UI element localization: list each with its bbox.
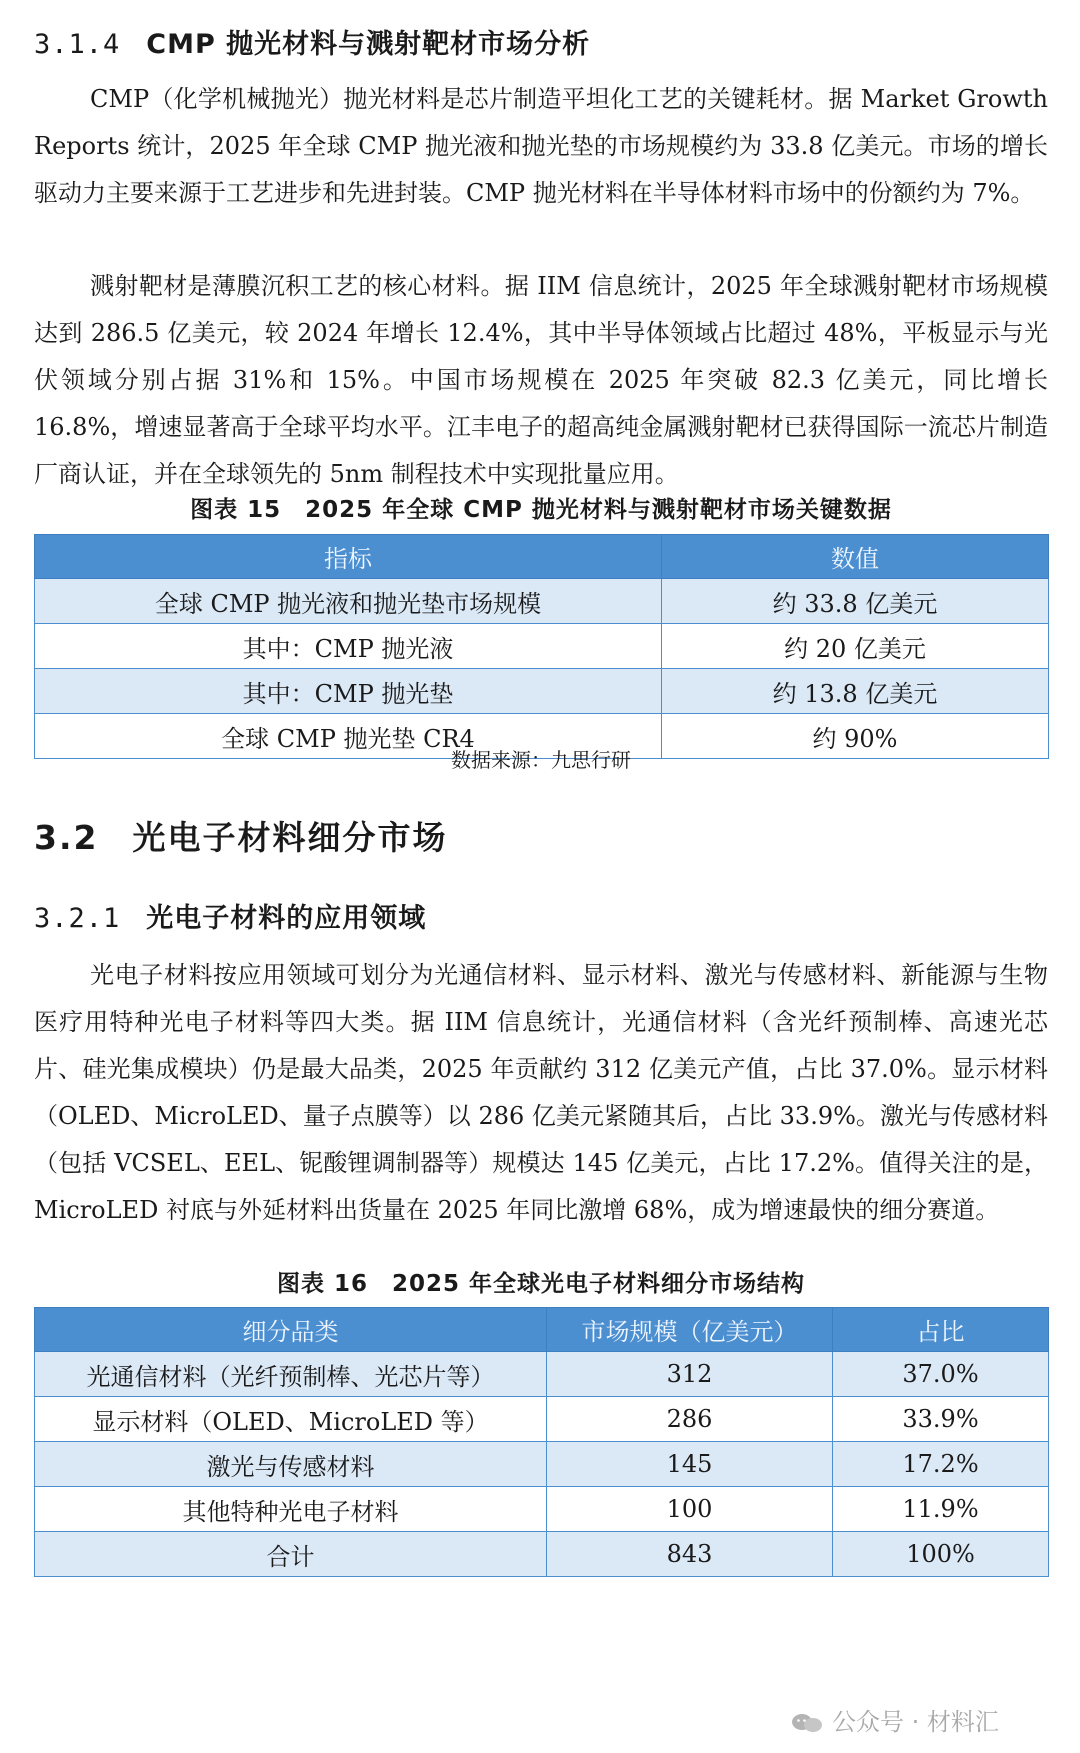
column-header-value: 数值 xyxy=(662,535,1049,579)
table-cell: 光通信材料（光纤预制棒、光芯片等） xyxy=(35,1352,547,1397)
table-row xyxy=(35,1352,1049,1397)
table-15-caption: 图表 15 2025 年全球 CMP 抛光材料与溅射靶材市场关键数据 xyxy=(190,497,892,523)
section-title: CMP 抛光材料与溅射靶材市场分析 xyxy=(146,29,591,60)
table-cell: 全球 CMP 抛光垫 CR4 xyxy=(35,714,662,759)
table-cell: 约 20 亿美元 xyxy=(662,624,1049,669)
table-cell: 843 xyxy=(547,1532,833,1577)
paragraph-optoelectronic: 光电子材料按应用领域可划分为光通信材料、显示材料、激光与传感材料、新能源与生物医疗用特种光电子材料等四大类。据 IIM 信息统计，光通信材料（含光纤预制棒、高速光芯片、硅光集成模块）仍是最大品类，2025 年贡献约 312 亿美元产值，占比 37.0%。显示材料（OLED、MicroLED、量子点膜等）以 286 亿美元紧随其后，占比 33.9%。激光与传感材料（包括 VCSEL、EEL、铌酸锂调制器等）规模达 145 亿美元，占比 17.2%。值得关注的是，MicroLED 衬底与外延材料出货量在 2025 年同比激增 68%，成为增速最快的细分赛道。 xyxy=(34,961,1048,1224)
column-header-share: 占比 xyxy=(833,1308,1049,1352)
table-cell: 37.0% xyxy=(833,1352,1049,1397)
paragraph-cmp: CMP（化学机械抛光）抛光材料是芯片制造平坦化工艺的关键耗材。据 Market Growth Reports 统计，2025 年全球 CMP 抛光液和抛光垫的市场规模约为 33.8 亿美元。市场的增长驱动力主要来源于工艺进步和先进封装。CMP 抛光材料在半导体材料市场中的份额约为 7%。 xyxy=(34,85,1048,207)
table-cell: 100 xyxy=(547,1487,833,1532)
table-16-caption: 图表 16 2025 年全球光电子材料细分市场结构 xyxy=(276,1271,806,1297)
table-cell: 约 33.8 亿美元 xyxy=(662,579,1049,624)
table-15 xyxy=(34,534,1049,759)
table-row xyxy=(35,669,1049,714)
section-number: 3.1.4 xyxy=(34,29,121,60)
table-row-total xyxy=(35,1532,1049,1577)
watermark-text: 公众号 · 材料汇 xyxy=(832,1708,999,1736)
table-cell: 其中：CMP 抛光垫 xyxy=(35,669,662,714)
table-cell: 显示材料（OLED、MicroLED 等） xyxy=(35,1397,547,1442)
table-row xyxy=(35,1442,1049,1487)
table-row xyxy=(35,1487,1049,1532)
table-cell: 约 13.8 亿美元 xyxy=(662,669,1049,714)
table-cell: 312 xyxy=(547,1352,833,1397)
table-row xyxy=(35,624,1049,669)
section-title: 光电子材料的应用领域 xyxy=(146,903,427,934)
table-cell: 合计 xyxy=(35,1532,547,1577)
wechat-icon xyxy=(790,1712,824,1734)
section-heading-3-1-4 xyxy=(34,22,590,61)
column-header-category: 细分品类 xyxy=(35,1308,547,1352)
table-cell: 全球 CMP 抛光液和抛光垫市场规模 xyxy=(35,579,662,624)
table-cell: 145 xyxy=(547,1442,833,1487)
table-row xyxy=(35,1397,1049,1442)
table-cell: 33.9% xyxy=(833,1397,1049,1442)
section-heading-3-2-1 xyxy=(34,896,426,935)
table-cell: 11.9% xyxy=(833,1487,1049,1532)
table-header-row xyxy=(35,1308,1049,1352)
table-cell: 其中：CMP 抛光液 xyxy=(35,624,662,669)
section-heading-3-2 xyxy=(34,812,447,859)
table-15-source: 数据来源：九思行研 xyxy=(451,748,631,772)
section-number: 3.2.1 xyxy=(34,903,121,934)
table-cell: 100% xyxy=(833,1532,1049,1577)
section-title: 光电子材料细分市场 xyxy=(132,818,448,857)
table-cell: 286 xyxy=(547,1397,833,1442)
table-header-row xyxy=(35,535,1049,579)
table-16 xyxy=(34,1307,1049,1577)
table-cell: 其他特种光电子材料 xyxy=(35,1487,547,1532)
paragraph-sputtering-target: 溅射靶材是薄膜沉积工艺的核心材料。据 IIM 信息统计，2025 年全球溅射靶材市场规模达到 286.5 亿美元，较 2024 年增长 12.4%，其中半导体领域占比超过 48%，平板显示与光伏领域分别占据 31%和 15%。中国市场规模在 2025 年突破 82.3 亿美元，同比增长 16.8%，增速显著高于全球平均水平。江丰电子的超高纯金属溅射靶材已获得国际一流芯片制造厂商认证，并在全球领先的 5nm 制程技术中实现批量应用。 xyxy=(34,272,1048,488)
watermark xyxy=(790,1702,999,1737)
table-cell: 激光与传感材料 xyxy=(35,1442,547,1487)
section-number: 3.2 xyxy=(34,818,99,857)
table-cell: 17.2% xyxy=(833,1442,1049,1487)
column-header-market-size: 市场规模（亿美元） xyxy=(547,1308,833,1352)
table-cell: 约 90% xyxy=(662,714,1049,759)
column-header-indicator: 指标 xyxy=(35,535,662,579)
table-row xyxy=(35,579,1049,624)
